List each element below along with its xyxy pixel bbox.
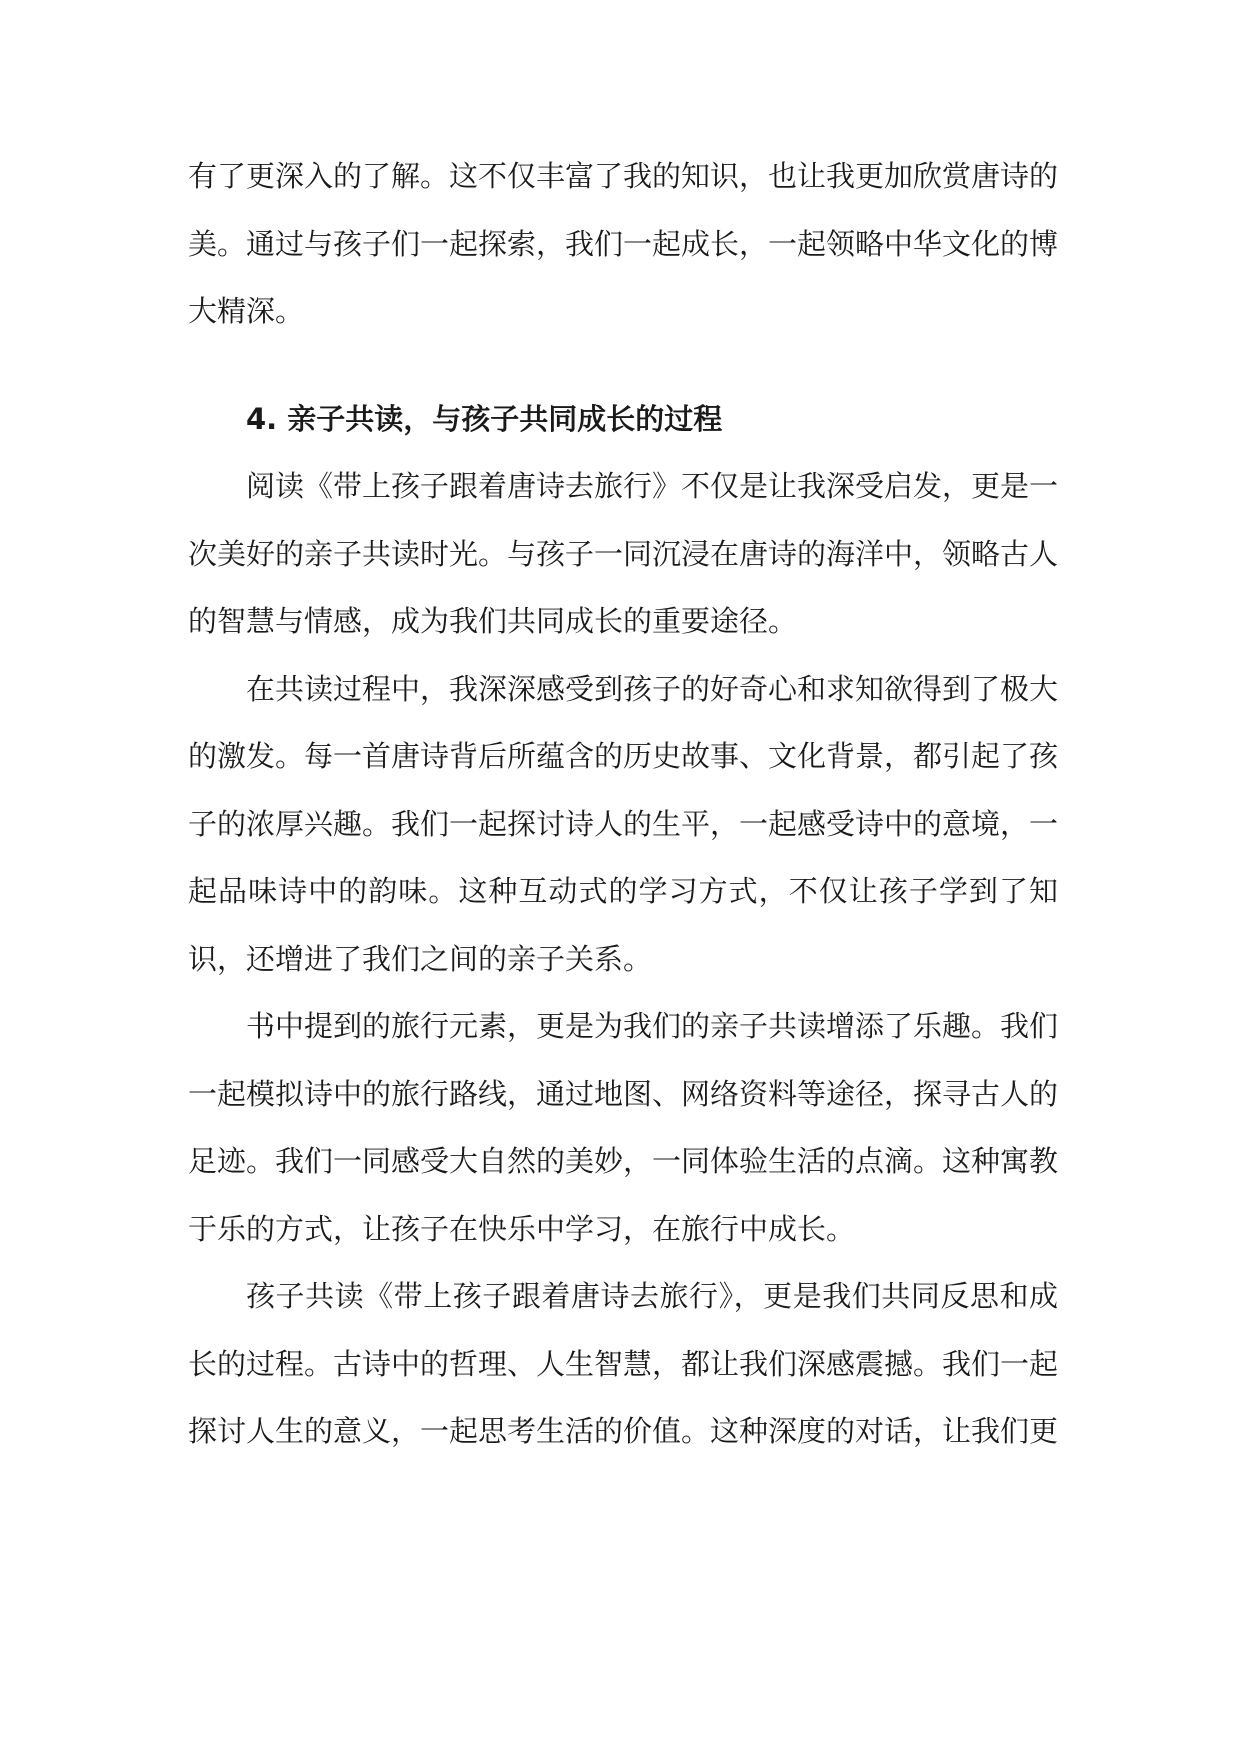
body-paragraph-2: 在共读过程中，我深深感受到孩子的好奇心和求知欲得到了极大的激发。每一首唐诗背后所蕴含的历史故事、文化背景，都引起了孩子的浓厚兴趣。我们一起探讨诗人的生平，一起感受诗中的意境，一起品味诗中的韵味。这种互动式的学习方式，不仅让孩子学到了知识，还增进了我们之间的亲子关系。 <box>188 671 1059 976</box>
continued-paragraph: 有了更深入的了解。这不仅丰富了我的知识，也让我更加欣赏唐诗的美。通过与孩子们一起探索，我们一起成长，一起领略中华文化的博大精深。 <box>188 159 1059 328</box>
document-page <box>188 143 1058 1466</box>
body-paragraph-1: 阅读《带上孩子跟着唐诗去旅行》不仅是让我深受启发，更是一次美好的亲子共读时光。与孩子一同沉浸在唐诗的海洋中，领略古人的智慧与情感，成为我们共同成长的重要途径。 <box>188 469 1059 638</box>
body-paragraph-3: 书中提到的旅行元素，更是为我们的亲子共读增添了乐趣。我们一起模拟诗中的旅行路线，通过地图、网络资料等途径，探寻古人的足迹。我们一同感受大自然的美妙，一同体验生活的点滴。这种寓教于乐的方式，让孩子在快乐中学习，在旅行中成长。 <box>188 1009 1059 1246</box>
body-paragraph-4: 孩子共读《带上孩子跟着唐诗去旅行》，更是我们共同反思和成长的过程。古诗中的哲理、人生智慧，都让我们深感震撼。我们一起探讨人生的意义，一起思考生活的价值。这种深度的对话，让我们更 <box>188 1279 1059 1448</box>
section-heading: 4. 亲子共读，与孩子共同成长的过程 <box>246 401 723 436</box>
